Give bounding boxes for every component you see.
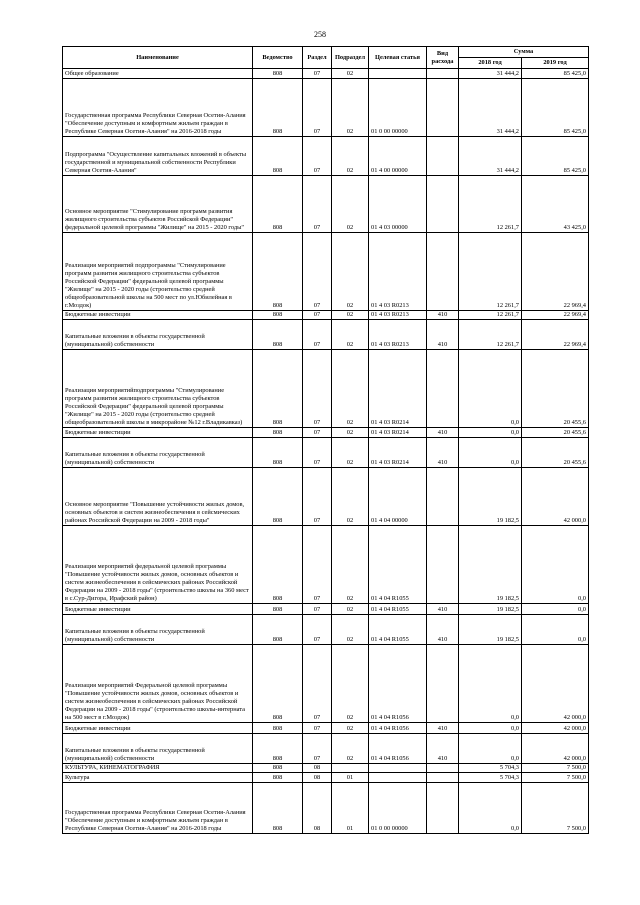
- row-target: 01 4 04 R1056: [369, 723, 427, 734]
- row-section: 07: [303, 645, 332, 723]
- row-sum-2019: 20 455,6: [522, 428, 589, 438]
- row-sum-2018: 0,0: [459, 438, 522, 468]
- table-row: [63, 320, 589, 350]
- row-name: Бюджетные инвестиции: [63, 428, 253, 438]
- row-sum-2019: 22 969,4: [522, 233, 589, 311]
- row-target: 01 4 04 R1055: [369, 615, 427, 645]
- row-sum-2018: 5 704,3: [459, 773, 522, 783]
- table-row: [63, 734, 589, 764]
- row-exp-type: 410: [427, 438, 459, 468]
- row-subsection: 02: [332, 137, 369, 176]
- budget-table: [62, 46, 589, 834]
- header-2018: 2018 год: [459, 58, 522, 69]
- row-target: 01 4 03 00000: [369, 176, 427, 233]
- table-row: [63, 783, 589, 834]
- row-target: 01 4 04 00000: [369, 468, 427, 526]
- row-sum-2018: 0,0: [459, 350, 522, 428]
- row-sum-2018: 0,0: [459, 734, 522, 764]
- row-target: 01 4 03 R0214: [369, 428, 427, 438]
- row-dept: 808: [253, 438, 303, 468]
- row-name: Реализация мероприятий федеральной целевой программы "Повышение устойчивости жилых домов, основных объектов и систем жизнеобеспечения в сейсмических районах Российской Федерации на 2009 - 2018 годы" (строительство школы на 360 мест в с.Сур-Дигора, Ирафский район): [63, 526, 253, 604]
- table-row: [63, 428, 589, 438]
- row-exp-type: [427, 233, 459, 311]
- row-target: 01 0 00 00000: [369, 79, 427, 137]
- row-dept: 808: [253, 604, 303, 615]
- row-exp-type: 410: [427, 734, 459, 764]
- row-target: 01 4 04 R1056: [369, 645, 427, 723]
- row-subsection: 02: [332, 320, 369, 350]
- row-dept: 808: [253, 137, 303, 176]
- row-section: 07: [303, 320, 332, 350]
- row-subsection: 02: [332, 604, 369, 615]
- row-sum-2018: 12 261,7: [459, 320, 522, 350]
- row-subsection: 02: [332, 615, 369, 645]
- row-sum-2019: 0,0: [522, 604, 589, 615]
- row-dept: 808: [253, 615, 303, 645]
- row-target: 01 4 00 00000: [369, 137, 427, 176]
- row-sum-2018: 19 182,5: [459, 526, 522, 604]
- row-sum-2019: 20 455,6: [522, 438, 589, 468]
- row-target: [369, 764, 427, 773]
- row-exp-type: 410: [427, 615, 459, 645]
- table-row: [63, 468, 589, 526]
- header-section: Раздел: [303, 47, 332, 69]
- row-target: 01 4 03 R0213: [369, 311, 427, 320]
- row-sum-2019: 7 500,0: [522, 773, 589, 783]
- header-name: Наименование: [63, 47, 253, 69]
- row-name: Бюджетные инвестиции: [63, 723, 253, 734]
- table-body: [63, 69, 589, 834]
- row-dept: 808: [253, 350, 303, 428]
- row-section: 07: [303, 176, 332, 233]
- row-section: 08: [303, 764, 332, 773]
- table-row: [63, 723, 589, 734]
- row-name: Государственная программа Республики Северная Осетия-Алания "Обеспечение доступным и комфортным жильем граждан в Республике Северная Осетия-Алания" на 2016-2018 годы: [63, 79, 253, 137]
- row-dept: 808: [253, 764, 303, 773]
- table-row: [63, 645, 589, 723]
- row-sum-2018: 19 182,5: [459, 604, 522, 615]
- row-subsection: 01: [332, 783, 369, 834]
- table-row: [63, 311, 589, 320]
- row-target: 01 4 04 R1055: [369, 604, 427, 615]
- row-exp-type: 410: [427, 311, 459, 320]
- row-exp-type: [427, 137, 459, 176]
- row-name: Капитальные вложения в объекты государственной (муниципальной) собственности: [63, 615, 253, 645]
- row-subsection: 02: [332, 176, 369, 233]
- row-name: Капитальные вложения в объекты государственной (муниципальной) собственности: [63, 320, 253, 350]
- table-row: [63, 604, 589, 615]
- row-exp-type: 410: [427, 428, 459, 438]
- row-section: 08: [303, 773, 332, 783]
- row-sum-2019: 7 500,0: [522, 764, 589, 773]
- row-sum-2019: 42 000,0: [522, 723, 589, 734]
- header-exp-type: Вид расхода: [427, 47, 459, 69]
- table-row: [63, 233, 589, 311]
- row-exp-type: [427, 526, 459, 604]
- row-sum-2018: 12 261,7: [459, 176, 522, 233]
- row-section: 07: [303, 723, 332, 734]
- row-sum-2018: 0,0: [459, 645, 522, 723]
- row-exp-type: [427, 69, 459, 79]
- header-2019: 2019 год: [522, 58, 589, 69]
- row-dept: 808: [253, 723, 303, 734]
- row-sum-2018: 31 444,2: [459, 69, 522, 79]
- row-section: 07: [303, 468, 332, 526]
- row-subsection: 02: [332, 438, 369, 468]
- row-dept: 808: [253, 233, 303, 311]
- table-row: [63, 615, 589, 645]
- row-exp-type: [427, 783, 459, 834]
- row-name: Бюджетные инвестиции: [63, 604, 253, 615]
- row-sum-2018: 0,0: [459, 723, 522, 734]
- table-row: [63, 773, 589, 783]
- row-subsection: 02: [332, 526, 369, 604]
- table-row: [63, 176, 589, 233]
- row-sum-2019: 0,0: [522, 526, 589, 604]
- row-name: Культура: [63, 773, 253, 783]
- table-row: [63, 79, 589, 137]
- table-row: [63, 438, 589, 468]
- row-target: [369, 69, 427, 79]
- row-section: 07: [303, 734, 332, 764]
- table-row: [63, 69, 589, 79]
- table-row: [63, 137, 589, 176]
- row-sum-2018: 0,0: [459, 783, 522, 834]
- row-exp-type: [427, 350, 459, 428]
- row-exp-type: 410: [427, 320, 459, 350]
- page-number: 258: [314, 30, 326, 39]
- table-row: [63, 350, 589, 428]
- row-section: 07: [303, 350, 332, 428]
- row-name: Капитальные вложения в объекты государственной (муниципальной) собственности: [63, 438, 253, 468]
- row-target: 01 4 04 R1056: [369, 734, 427, 764]
- row-sum-2019: 22 969,4: [522, 320, 589, 350]
- row-subsection: 02: [332, 723, 369, 734]
- row-exp-type: [427, 176, 459, 233]
- row-subsection: 02: [332, 311, 369, 320]
- row-dept: 808: [253, 176, 303, 233]
- row-sum-2018: 31 444,2: [459, 79, 522, 137]
- row-target: 01 4 04 R1055: [369, 526, 427, 604]
- row-sum-2019: 42 000,0: [522, 645, 589, 723]
- row-name: Бюджетные инвестиции: [63, 311, 253, 320]
- row-section: 07: [303, 438, 332, 468]
- row-name: Общее образование: [63, 69, 253, 79]
- row-sum-2019: 85 425,0: [522, 137, 589, 176]
- row-section: 07: [303, 615, 332, 645]
- row-sum-2019: 22 969,4: [522, 311, 589, 320]
- row-sum-2019: 20 455,6: [522, 350, 589, 428]
- row-sum-2019: 42 000,0: [522, 468, 589, 526]
- row-section: 07: [303, 604, 332, 615]
- row-sum-2019: 0,0: [522, 615, 589, 645]
- row-dept: 808: [253, 79, 303, 137]
- row-dept: 808: [253, 783, 303, 834]
- header-subsection: Подраздел: [332, 47, 369, 69]
- table-row: [63, 764, 589, 773]
- header-dept: Ведомство: [253, 47, 303, 69]
- row-dept: 808: [253, 468, 303, 526]
- row-sum-2018: 0,0: [459, 428, 522, 438]
- row-subsection: 02: [332, 69, 369, 79]
- row-subsection: 02: [332, 428, 369, 438]
- row-section: 07: [303, 79, 332, 137]
- row-dept: 808: [253, 773, 303, 783]
- row-target: 01 4 03 R0213: [369, 320, 427, 350]
- row-section: 07: [303, 428, 332, 438]
- row-dept: 808: [253, 526, 303, 604]
- row-subsection: 02: [332, 468, 369, 526]
- row-exp-type: [427, 79, 459, 137]
- row-sum-2018: 12 261,7: [459, 233, 522, 311]
- row-target: 01 0 00 00000: [369, 783, 427, 834]
- row-exp-type: [427, 468, 459, 526]
- row-sum-2019: 43 425,0: [522, 176, 589, 233]
- row-name: Подпрограмма "Осуществление капитальных вложений в объекты государственной и муниципальной собственности Республики Северная Осетия-Алания": [63, 137, 253, 176]
- header-target: Целевая статья: [369, 47, 427, 69]
- row-name: Реализация мероприятий Федеральной целевой программы "Повышение устойчивости жилых домов, основных объектов и систем жизнеобеспечения в сейсмических районах Российской Федерации на 2009 - 2018 годы" (строительство школы-интерната на 500 мест в г.Моздок): [63, 645, 253, 723]
- row-name: Основное мероприятие "Повышение устойчивости жилых домов, основных объектов и систем жизнеобеспечения в сейсмических районах Российской Федерации на 2009 - 2018 годы": [63, 468, 253, 526]
- row-exp-type: [427, 764, 459, 773]
- row-subsection: [332, 764, 369, 773]
- row-sum-2018: 5 704,3: [459, 764, 522, 773]
- row-target: 01 4 03 R0214: [369, 438, 427, 468]
- row-section: 07: [303, 233, 332, 311]
- row-dept: 808: [253, 320, 303, 350]
- row-dept: 808: [253, 428, 303, 438]
- row-dept: 808: [253, 311, 303, 320]
- row-section: 07: [303, 137, 332, 176]
- row-dept: 808: [253, 734, 303, 764]
- row-section: 07: [303, 311, 332, 320]
- row-dept: 808: [253, 69, 303, 79]
- row-sum-2018: 19 182,5: [459, 468, 522, 526]
- header-sum: Сумма: [459, 47, 589, 58]
- row-section: 07: [303, 526, 332, 604]
- row-subsection: 02: [332, 233, 369, 311]
- row-target: 01 4 03 R0213: [369, 233, 427, 311]
- row-section: 07: [303, 69, 332, 79]
- row-name: Государственная программа Республики Северная Осетия-Алания "Обеспечение доступным и комфортным жильем граждан в Республике Северная Осетия-Алания" на 2016-2018 годы: [63, 783, 253, 834]
- row-sum-2018: 12 261,7: [459, 311, 522, 320]
- row-sum-2019: 7 500,0: [522, 783, 589, 834]
- row-section: 08: [303, 783, 332, 834]
- row-name: Реализация мероприятий подпрограммы "Стимулирование программ развития жилищного строительства субъектов Российской Федерации" федеральной целевой программы "Жилище" на 2015 - 2020 годы (строительство средней общеобразовательной школы на 500 мест по ул.Юбилейная в г.Моздок): [63, 233, 253, 311]
- row-sum-2019: 85 425,0: [522, 69, 589, 79]
- row-subsection: 02: [332, 350, 369, 428]
- row-sum-2018: 19 182,5: [459, 615, 522, 645]
- row-sum-2018: 31 444,2: [459, 137, 522, 176]
- row-name: Реализация мероприятийподпрограммы "Стимулирование программ развития жилищного строительства субъектов Российской Федерации" федеральной целевой программы "Жилище" на 2015 - 2020 годы (строительство средней общеобразовательной школы в микрорайоне №12 г.Владикавказ): [63, 350, 253, 428]
- row-subsection: 01: [332, 773, 369, 783]
- row-name: Капитальные вложения в объекты государственной (муниципальной) собственности: [63, 734, 253, 764]
- row-exp-type: [427, 773, 459, 783]
- row-exp-type: 410: [427, 723, 459, 734]
- row-subsection: 02: [332, 734, 369, 764]
- row-target: 01 4 03 R0214: [369, 350, 427, 428]
- row-name: Основное мероприятие "Стимулирование программ развития жилищного строительства субъектов Российской Федерации" федеральной целевой программы "Жилище" на 2015 - 2020 годы": [63, 176, 253, 233]
- row-target: [369, 773, 427, 783]
- row-sum-2019: 42 000,0: [522, 734, 589, 764]
- row-exp-type: [427, 645, 459, 723]
- row-exp-type: 410: [427, 604, 459, 615]
- row-dept: 808: [253, 645, 303, 723]
- row-sum-2019: 85 425,0: [522, 79, 589, 137]
- table-row: [63, 526, 589, 604]
- row-subsection: 02: [332, 645, 369, 723]
- row-subsection: 02: [332, 79, 369, 137]
- row-name: КУЛЬТУРА, КИНЕМАТОГРАФИЯ: [63, 764, 253, 773]
